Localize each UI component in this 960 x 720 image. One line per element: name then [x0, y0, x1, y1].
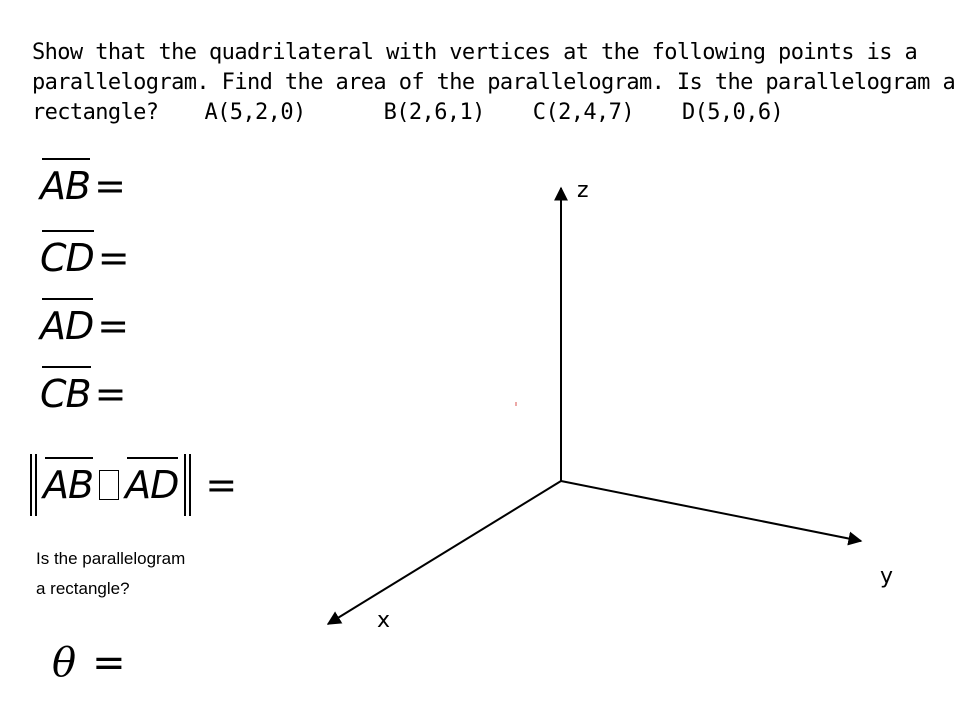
vector-cb: CB: [40, 372, 91, 416]
theta-symbol: θ: [52, 640, 77, 686]
y-axis-label: y: [880, 564, 894, 589]
question-line-2: a rectangle?: [36, 579, 130, 598]
z-axis-label: z: [577, 178, 589, 203]
vector-ab: AB: [43, 463, 94, 507]
point-a: A(5,2,0): [204, 100, 306, 125]
equals-sign: =: [97, 304, 130, 348]
equals-sign: =: [94, 372, 127, 416]
vector-ab: AB: [40, 164, 91, 208]
x-axis-label: x: [377, 608, 391, 633]
problem-line-2: parallelogram. Find the area of the parallelogram. Is the parallelogram a: [32, 70, 956, 95]
y-axis: [561, 481, 861, 541]
vector-ad: AD: [40, 304, 94, 348]
x-axis: [328, 481, 561, 624]
question-line-1: Is the parallelogram: [36, 549, 186, 568]
point-b: B(2,6,1): [383, 100, 485, 125]
equals-sign: =: [92, 640, 126, 686]
point-d: D(5,0,6): [681, 100, 784, 125]
problem-line-3-prefix: rectangle?: [32, 100, 159, 125]
vector-cd: CD: [40, 236, 94, 280]
point-c: C(2,4,7): [532, 100, 634, 125]
problem-line-1: Show that the quadrilateral with vertices at the following points is a: [32, 40, 918, 65]
equals-sign: =: [94, 164, 126, 208]
vector-ad: AD: [125, 463, 179, 507]
equals-sign: =: [205, 463, 238, 507]
equals-sign: =: [97, 236, 130, 280]
